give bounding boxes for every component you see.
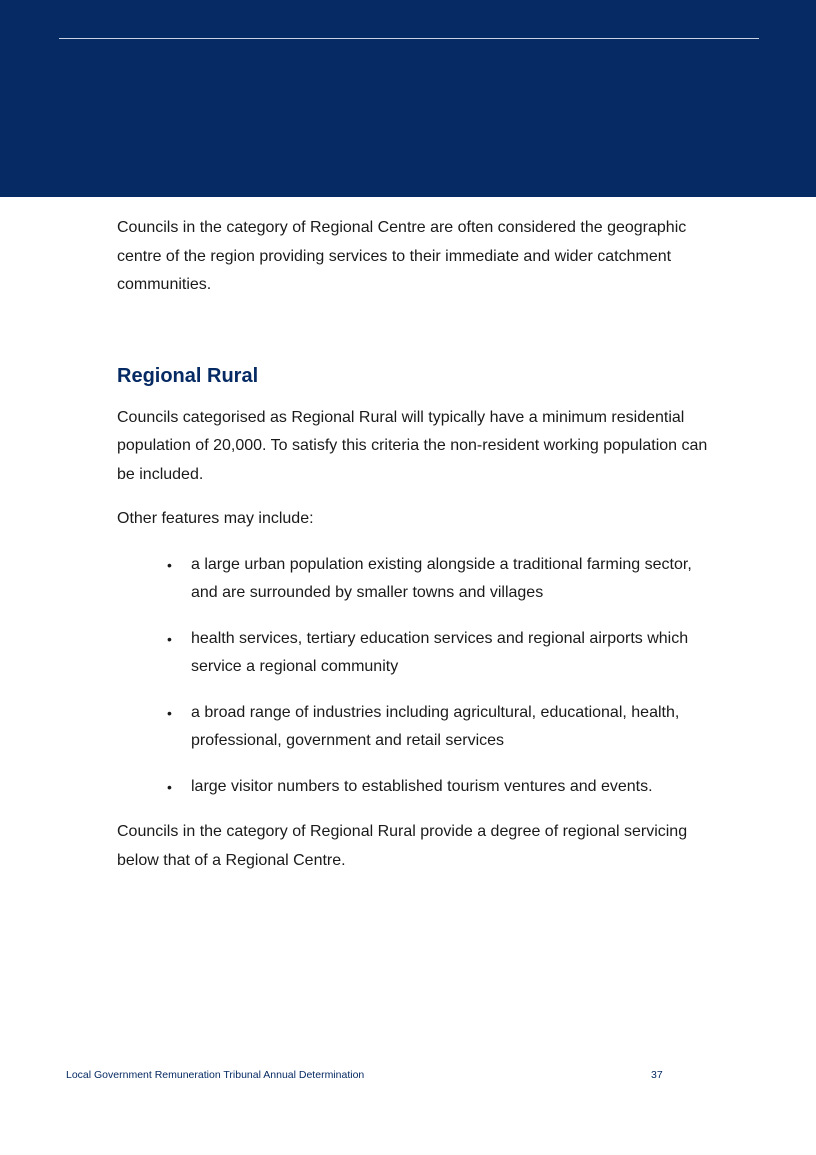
list-lead: Other features may include: — [117, 510, 314, 527]
list-item — [117, 699, 717, 756]
feature-list — [117, 551, 717, 802]
list-item-text: a large urban population existing alongside a traditional farming sector, and are surrounded by smaller towns and villages — [191, 555, 692, 601]
list-item — [117, 551, 717, 608]
bullet-icon: • — [167, 556, 172, 573]
section-paragraph: Councils categorised as Regional Rural will typically have a minimum residential population of 20,000. To satisfy this criteria the non-resident working population can be included. — [117, 408, 708, 483]
list-item-text: a broad range of industries including agricultural, educational, health, professional, government and retail services — [191, 703, 680, 749]
bullet-icon: • — [167, 778, 172, 795]
footer-title: Local Government Remuneration Tribunal Annual Determination — [66, 1069, 365, 1081]
bullet-icon: • — [167, 630, 172, 647]
list-item — [117, 625, 717, 682]
bullet-icon: • — [167, 704, 172, 721]
header-rule — [59, 38, 759, 39]
section-heading: Regional Rural — [117, 364, 259, 387]
header-band — [0, 0, 816, 197]
list-item-text: health services, tertiary education services and regional airports which service a regional community — [191, 629, 689, 675]
page-content — [117, 214, 717, 875]
page-number: 37 — [651, 1069, 663, 1081]
closing-paragraph: Councils in the category of Regional Rural provide a degree of regional servicing below that of a Regional Centre. — [117, 823, 688, 869]
intro-paragraph: Councils in the category of Regional Centre are often considered the geographic centre of the region providing services to their immediate and wider catchment communities. — [117, 219, 687, 293]
list-item-text: large visitor numbers to established tourism ventures and events. — [191, 777, 653, 795]
list-item — [117, 773, 717, 802]
